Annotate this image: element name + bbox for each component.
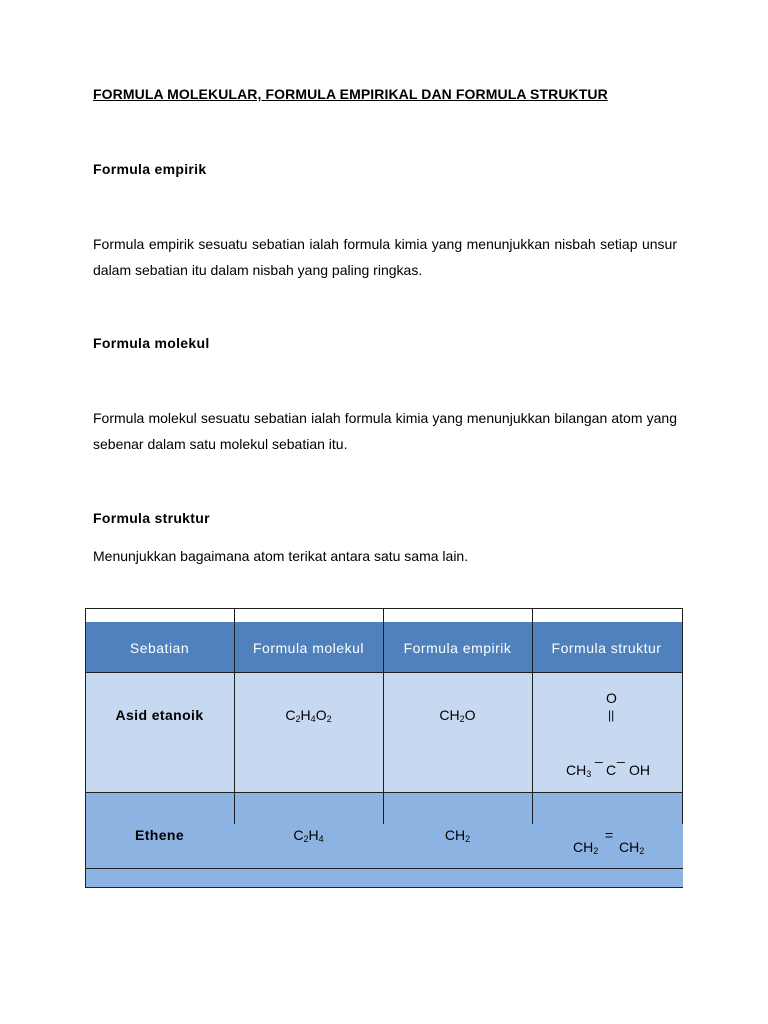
element-symbol: CH bbox=[439, 707, 460, 723]
ch2-group-label bbox=[619, 839, 644, 856]
section-text-structural: Menunjukkan bagaimana atom terikat antara satu sama lain. bbox=[93, 548, 469, 564]
double-bond-symbol: = bbox=[605, 827, 614, 843]
section-text-molecular: Formula molekul sesuatu sebatian ialah formula kimia yang menunjukkan bilangan atom yang sebenar dalam satu molekul sebatian itu. bbox=[93, 410, 677, 452]
element-symbol: H bbox=[308, 827, 319, 843]
element-symbol: C bbox=[285, 707, 296, 723]
carbon-atom-label: C bbox=[606, 762, 617, 778]
section-heading-molecular: Formula molekul bbox=[93, 335, 210, 351]
table-border bbox=[682, 608, 683, 824]
header-cell-compound: Sebatian bbox=[129, 640, 190, 656]
ch2-subscript: 2 bbox=[639, 846, 645, 856]
element-symbol: CH bbox=[444, 827, 466, 843]
subscript: 2 bbox=[295, 714, 301, 724]
subscript: 2 bbox=[459, 714, 465, 724]
section-heading-empirical: Formula empirik bbox=[93, 161, 207, 177]
subscript: 4 bbox=[318, 834, 324, 844]
ch2-subscript: 2 bbox=[593, 846, 599, 856]
methyl-group-text: CH bbox=[566, 762, 587, 778]
table-border bbox=[85, 792, 683, 793]
element-symbol: H bbox=[300, 707, 311, 723]
subscript: 2 bbox=[465, 834, 471, 844]
ch2-group-text: CH bbox=[573, 839, 594, 855]
cell-empirical-formula bbox=[383, 827, 532, 844]
hydroxyl-group-label: OH bbox=[629, 762, 650, 778]
table-row bbox=[85, 672, 683, 792]
methyl-subscript: 3 bbox=[586, 769, 592, 779]
subscript: 2 bbox=[326, 714, 332, 724]
page-title: FORMULA MOLEKULAR, FORMULA EMPIRIKAL DAN FORMULA STRUKTUR bbox=[93, 86, 608, 102]
cell-molecular-formula bbox=[234, 827, 383, 844]
table-border bbox=[85, 887, 683, 888]
table-border bbox=[85, 608, 683, 609]
section-heading-structural: Formula struktur bbox=[93, 510, 210, 526]
element-symbol: C bbox=[293, 827, 304, 843]
table-border bbox=[85, 868, 683, 869]
methyl-group-label bbox=[566, 762, 591, 779]
header-cell-empirical: Formula empirik bbox=[403, 640, 512, 656]
ch2-group-label bbox=[573, 839, 598, 856]
cell-molecular-formula bbox=[234, 707, 383, 724]
cell-compound-name: Asid etanoik bbox=[115, 707, 204, 723]
section-text-empirical: Formula empirik sesuatu sebatian ialah formula kimia yang menunjukkan nisbah setiap unsur dalam sebatian itu dalam nisbah yang paling ringkas. bbox=[93, 236, 677, 278]
header-cell-molecular: Formula molekul bbox=[253, 640, 364, 656]
subscript: 2 bbox=[303, 834, 309, 844]
ch2-group-text: CH bbox=[619, 839, 640, 855]
oxygen-atom-label: O bbox=[606, 690, 617, 706]
cell-compound-name: Ethene bbox=[134, 827, 185, 843]
single-bond-symbol: _ bbox=[617, 747, 625, 763]
element-symbol: O bbox=[315, 707, 327, 723]
double-bond-symbol: || bbox=[608, 708, 615, 722]
subscript: 4 bbox=[310, 714, 316, 724]
element-symbol: O bbox=[464, 707, 476, 723]
header-cell-structural: Formula struktur bbox=[551, 640, 662, 656]
formula-table bbox=[85, 608, 683, 888]
table-border bbox=[85, 672, 683, 673]
cell-empirical-formula bbox=[383, 707, 532, 724]
single-bond-symbol: _ bbox=[595, 747, 603, 763]
